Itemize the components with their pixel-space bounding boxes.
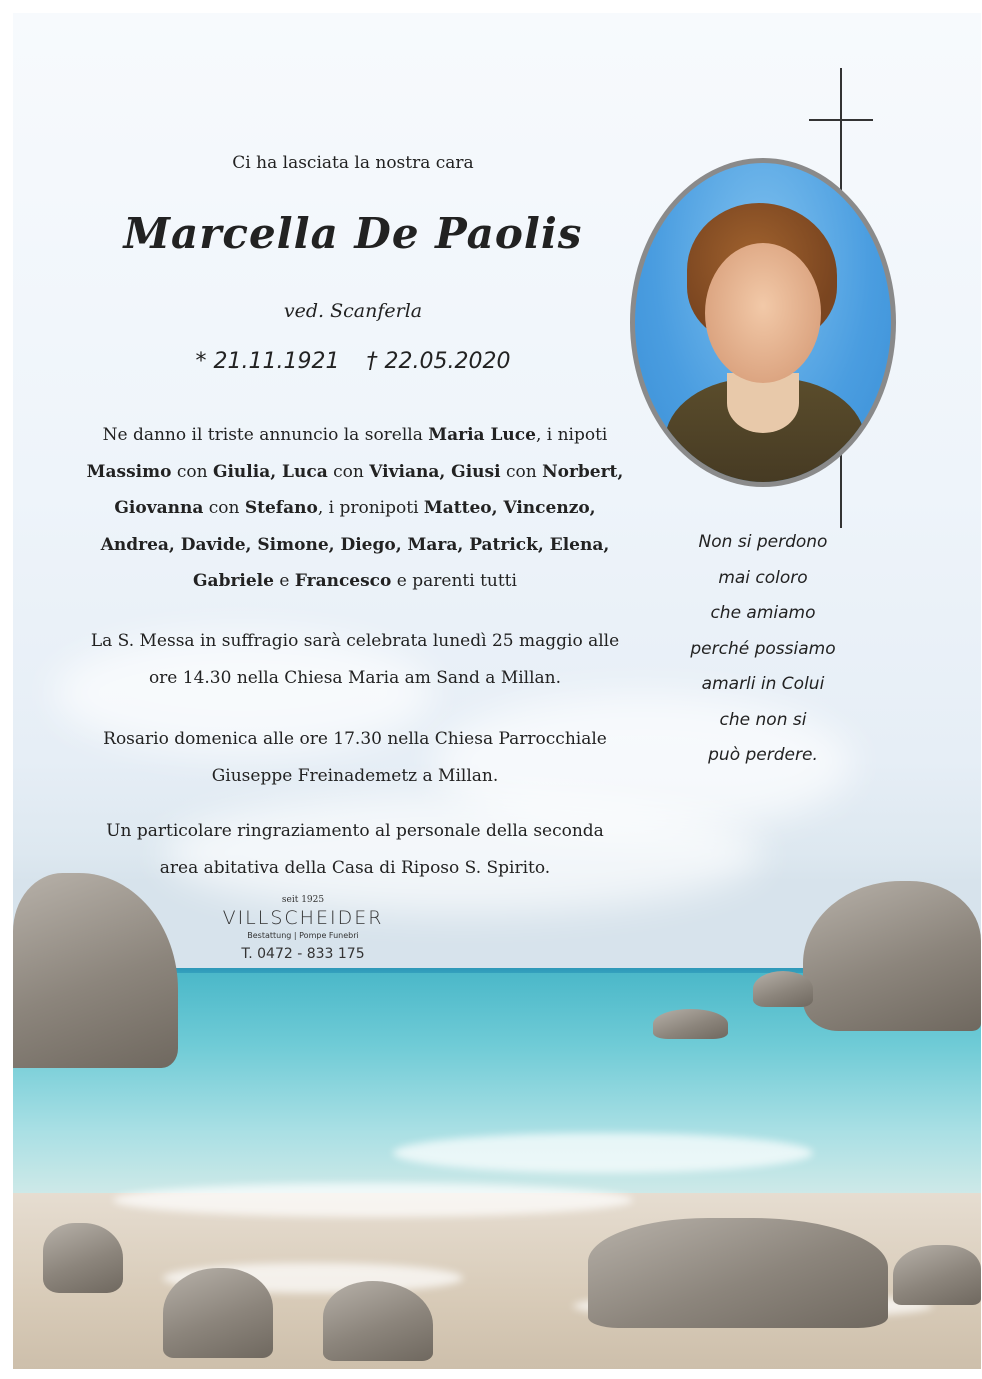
name-bold: Andrea, Davide, Simone, Diego, Mara, Patrick, Elena, [100,534,610,555]
name-bold: Giovanna [114,498,204,518]
name-bold: Norbert, [542,461,624,482]
quote [673,525,853,774]
mass-paragraph: La S. Messa in suffragio sarà celebrata lunedì 25 maggio alle ore 14.30 nella Chiesa Maria am Sand a Millan. [90,631,620,688]
rock-small [753,971,813,1007]
rock-foreground [43,1223,123,1293]
birth-date: * 21.11.1921 [195,349,340,374]
quote-line: perché possiamo [690,638,836,659]
intro-text: Ci ha lasciata la nostra cara [232,153,474,173]
name-bold: Massimo [86,461,172,482]
text: Ne danno il triste annuncio la sorella [102,425,429,445]
widow-name: ved. Scanferla [283,300,423,322]
logo-since: seit 1925 [281,895,325,905]
text: con [203,498,245,518]
rock-foreground [893,1245,981,1305]
rock-foreground [163,1268,273,1358]
name-bold: Gabriele [193,571,274,591]
portrait-photo [635,163,891,482]
quote-line: Non si perdono [698,532,828,552]
photo-face [705,243,821,383]
text: , i nipoti [535,425,608,445]
rock-right [803,881,981,1031]
text: e parenti tutti [391,571,517,591]
quote-line: che non si [719,709,807,730]
quote-line: può perdere. [708,745,818,765]
quote-line: amarli in Colui [701,674,825,694]
deceased-name: Marcella De Paolis [123,209,583,258]
dates [153,349,553,374]
cross-horizontal [809,119,873,121]
text: , i pronipoti [317,498,424,518]
text: e [273,571,295,591]
quote-line: mai coloro [718,567,808,588]
foam [393,1133,813,1173]
announcement-paragraph [85,417,625,600]
name-bold: Stefano [244,498,318,518]
death-date: † 22.05.2020 [366,349,511,374]
name-bold: Viviana, Giusi [369,461,501,482]
logo-brand: VILLSCHEIDER [222,907,384,929]
thanks-paragraph: Un particolare ringraziamento al personale della seconda area abitativa della Casa di Riposo S. Spirito. [106,821,604,878]
logo-subtitle: Bestattung | Pompe Funebri [247,931,359,940]
quote-line: che amiamo [710,603,816,623]
foam [113,1183,633,1217]
portrait-frame [630,158,896,487]
rock-left [13,873,178,1068]
text: con [327,461,370,482]
funeral-home-logo [213,895,393,962]
name-bold: Giulia, Luca [212,461,328,482]
name-bold: Francesco [294,571,392,591]
obituary-card [13,13,981,1369]
name-bold: Matteo, Vincenzo, [423,498,596,518]
rosary-paragraph: Rosario domenica alle ore 17.30 nella Chiesa Parrocchiale Giuseppe Freinademetz a Millan. [103,729,607,786]
logo-phone: T. 0472 - 833 175 [241,946,365,962]
rock-foreground [588,1218,888,1328]
name-bold: Maria Luce [428,425,536,445]
rock-small [653,1009,728,1039]
text: con [171,461,213,482]
text: con [500,461,543,482]
